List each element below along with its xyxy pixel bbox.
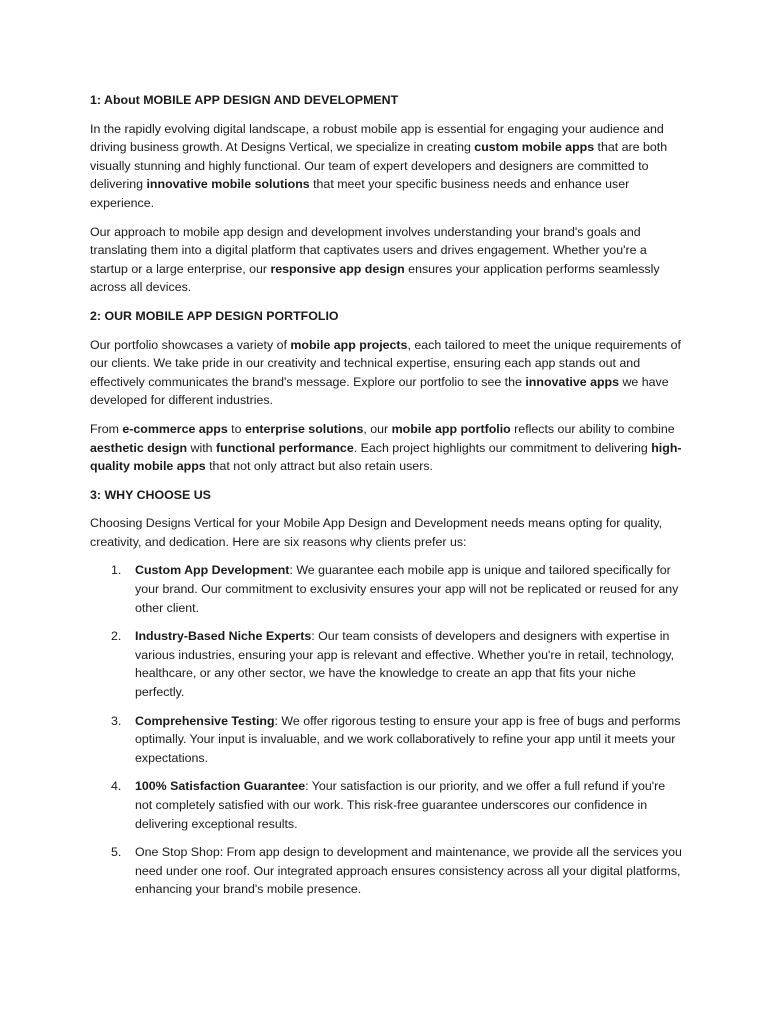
list-item: 2. Industry-Based Niche Experts: Our team consists of developers and designers with expertise in various industries, ensuring your app is relevant and effective. Whether you're in retail, technology, healthcare, or any other sector, we have the knowledge to create an app that fits your niche perfectly. <box>111 629 675 700</box>
section-heading-why-choose-us: 3: WHY CHOOSE US <box>90 487 211 502</box>
list-item: 3. Comprehensive Testing: We offer rigorous testing to ensure your app is free of bugs and performs optimally. Your input is invaluable, and we work collaboratively to refine your app until it meets your expectations. <box>111 713 681 765</box>
list-item: 5. One Stop Shop: From app design to development and maintenance, we provide all the services you need under one roof. Our integrated approach ensures consistency across all your digital platforms, enhancing your brand's mobile presence. <box>111 845 682 897</box>
list-number: 4. <box>111 779 122 794</box>
paragraph: Choosing Designs Vertical for your Mobile App Design and Development needs means opting for quality, creativity, and dedication. Here are six reasons why clients prefer us: <box>90 516 663 549</box>
paragraph: Our approach to mobile app design and development involves understanding your brand's goals and translating them into a digital platform that captivates users and drives engagement. Whether you're a startup or a large enterprise, our responsive app design ensures your application performs seamlessly across all devices. <box>90 224 660 295</box>
paragraph: In the rapidly evolving digital landscape, a robust mobile app is essential for engaging your audience and driving business growth. At Designs Vertical, we specialize in creating custom mobile apps that are both visually stunning and highly functional. Our team of expert developers and designers are committed to delivering innovative mobile solutions that meet your specific business needs and enhance user experience. <box>90 121 668 210</box>
list-number: 5. <box>111 845 122 860</box>
section-heading-about: 1: About MOBILE APP DESIGN AND DEVELOPMENT <box>90 93 399 107</box>
reasons-list <box>90 561 682 899</box>
list-number: 3. <box>111 713 122 728</box>
list-number: 1. <box>111 563 122 578</box>
list-item: 4. 100% Satisfaction Guarantee: Your satisfaction is our priority, and we offer a full refund if you're not completely satisfied with our work. This risk-free guarantee underscores our confidence in delivering exceptional results. <box>111 779 666 831</box>
section-heading-portfolio: 2: OUR MOBILE APP DESIGN PORTFOLIO <box>90 308 339 323</box>
list-item: 1. Custom App Development: We guarantee each mobile app is unique and tailored specifically for your brand. Our commitment to exclusivity ensures your app will not be replicated or reused for any other client. <box>111 563 679 615</box>
paragraph: From e-commerce apps to enterprise solutions, our mobile app portfolio reflects our ability to combine aesthetic design with functional performance. Each project highlights our commitment to delivering high-quality mobile apps that not only attract but also retain users. <box>90 421 682 474</box>
list-number: 2. <box>111 629 122 644</box>
document-content <box>90 91 682 909</box>
paragraph: Our portfolio showcases a variety of mobile app projects, each tailored to meet the unique requirements of our clients. We take pride in our creativity and technical expertise, ensuring each app stands out and effectively communicates the brand's message. Explore our portfolio to see the innovative apps we have developed for different industries. <box>90 337 681 408</box>
